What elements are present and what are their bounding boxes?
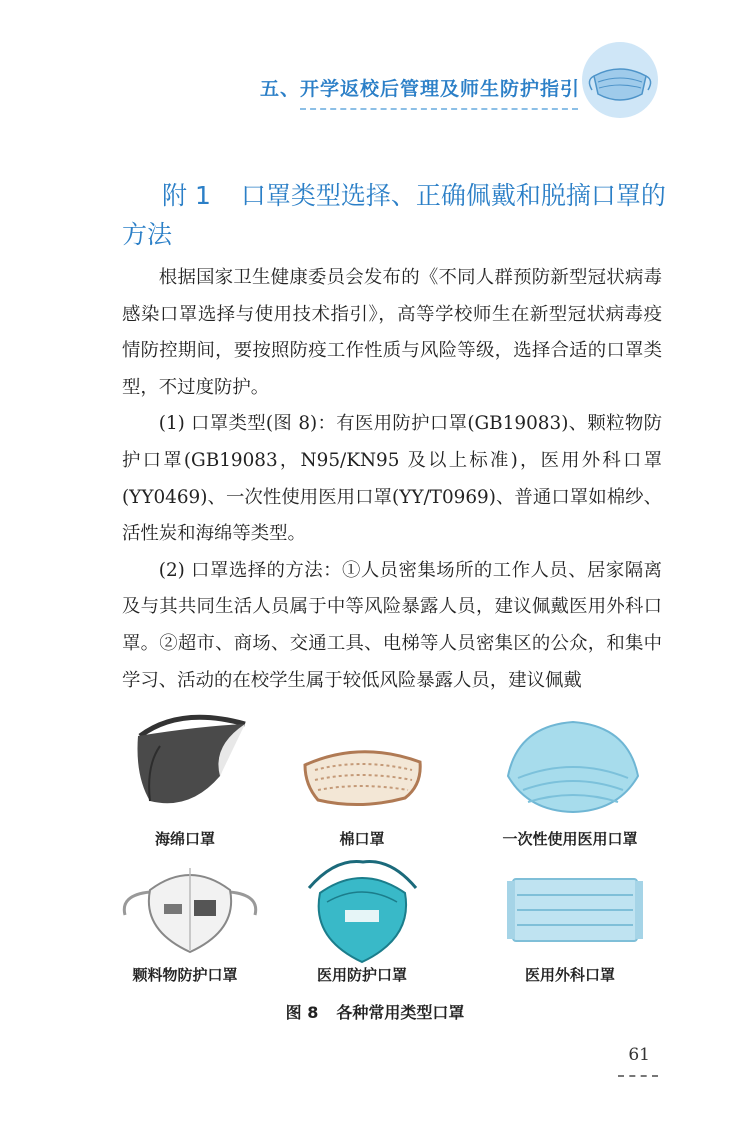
mask-badge-icon: [580, 40, 660, 120]
figure-caption-text: 各种常用类型口罩: [336, 1003, 465, 1022]
figure-number: 图 8: [285, 1003, 319, 1022]
figure-caption: [0, 1000, 750, 1023]
paragraph-mask-selection: (2) 口罩选择的方法：①人员密集场所的工作人员、居家隔离及与其共同生活人员属于中等风险暴露人员，建议佩戴医用外科口罩。②超市、商场、交通工具、电梯等人员密集区的公众，和集中学习、活动的在校学生属于较低风险暴露人员，建议佩戴: [122, 559, 662, 691]
surgical-mask-icon: [505, 875, 645, 945]
paragraph-mask-types: (1) 口罩类型(图 8)：有医用防护口罩(GB19083)、颗粒物防护口罩(GB19083，N95/KN95 及以上标准)，医用外科口罩(YY0469)、一次性使用医用口罩(YY/T0969)、普通口罩如棉纱、活性炭和海绵等类型。: [122, 413, 662, 545]
label-disposable-medical-mask: 一次性使用医用口罩: [502, 830, 638, 848]
header-divider: [300, 108, 578, 110]
label-particulate-respirator: 颗料物防护口罩: [132, 966, 238, 984]
label-sponge-mask: 海绵口罩: [154, 830, 216, 848]
appendix-number: 附 1: [162, 181, 211, 210]
particulate-respirator-icon: [120, 860, 260, 960]
medical-protective-mask-icon: [305, 858, 420, 968]
disposable-medical-mask-icon: [498, 716, 648, 816]
figure-mask-types: [110, 700, 670, 1030]
page-number-divider: [618, 1075, 658, 1077]
label-medical-protective-mask: 医用防护口罩: [316, 966, 408, 984]
label-cotton-mask: 棉口罩: [339, 830, 385, 848]
label-surgical-mask: 医用外科口罩: [524, 966, 616, 984]
appendix-title: 口罩类型选择、正确佩戴和脱摘口罩的方法: [122, 181, 666, 249]
cotton-mask-icon: [300, 740, 425, 810]
page-header: [0, 0, 750, 130]
page-number: 61: [628, 1045, 650, 1065]
body-text: [122, 260, 662, 699]
section-title: 五、开学返校后管理及师生防护指引: [259, 78, 580, 100]
appendix-heading: [122, 176, 682, 254]
sponge-mask-icon: [120, 706, 250, 816]
paragraph-intro: 根据国家卫生健康委员会发布的《不同人群预防新型冠状病毒感染口罩选择与使用技术指引》，高等学校师生在新型冠状病毒疫情防控期间，要按照防疫工作性质与风险等级，选择合适的口罩类型，不过度防护。: [122, 267, 662, 398]
